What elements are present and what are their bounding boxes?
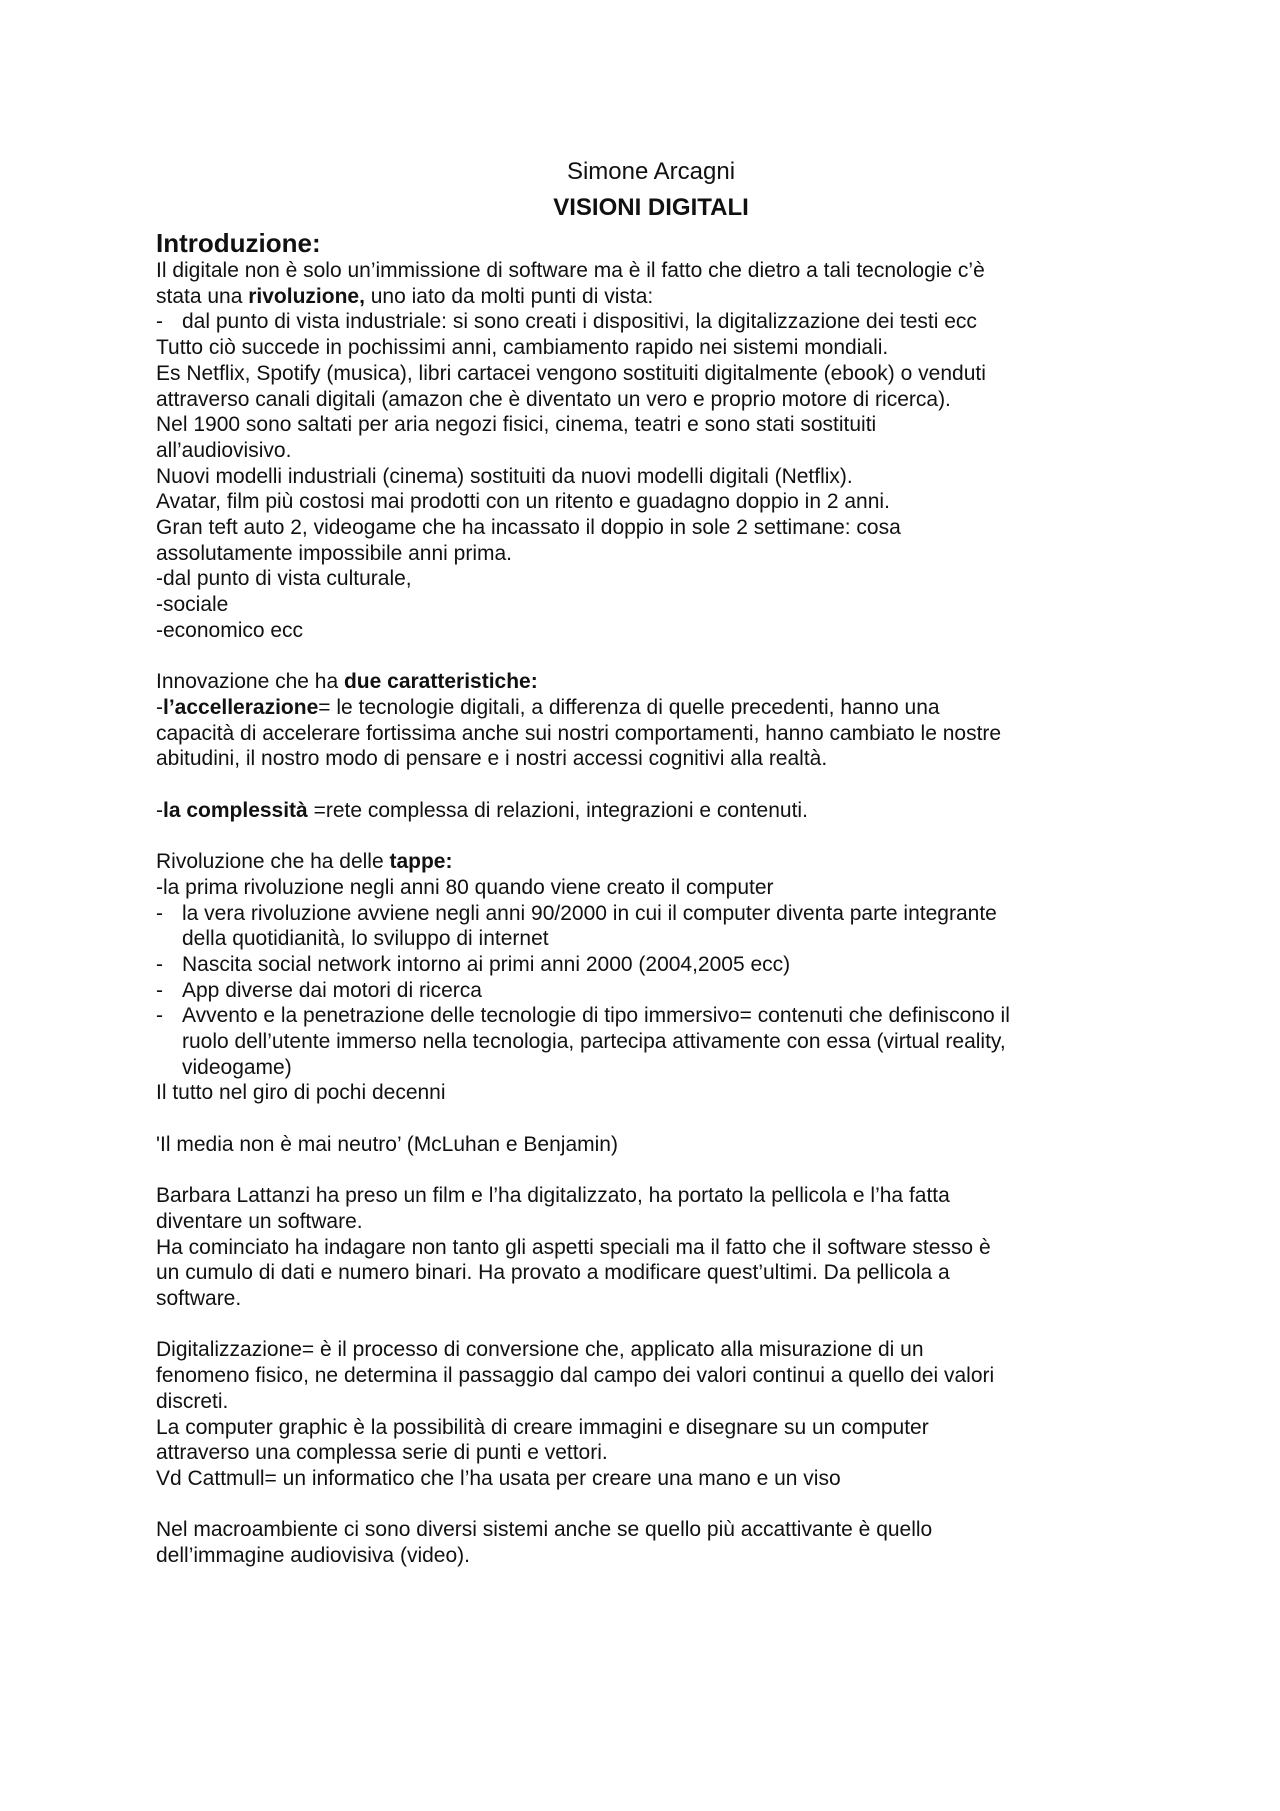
paragraph-line: capacità di accelerare fortissima anche sui nostri comportamenti, hanno cambiato le nostre xyxy=(156,721,1002,745)
paragraph-line: Es Netflix, Spotify (musica), libri cartacei vengono sostituiti digitalmente (ebook) o venduti xyxy=(156,361,986,385)
spacer xyxy=(156,644,1146,670)
list-item: - dal punto di vista industriale: si sono creati i dispositivi, la digitalizzazione dei testi ecc xyxy=(156,310,977,334)
bold-term: due caratteristiche: xyxy=(343,670,538,694)
spacer xyxy=(156,1312,1146,1338)
list-item: -economico ecc xyxy=(156,618,304,642)
paragraph-line: Digitalizzazione= è il processo di conversione che, applicato alla misurazione di un xyxy=(156,1338,924,1362)
bullet-dash: - xyxy=(156,310,163,334)
quote-line: 'Il media non è mai neutro’ (McLuhan e Benjamin) xyxy=(156,1132,618,1156)
list-item: - Avvento e la penetrazione delle tecnologie di tipo immersivo= contenuti che definiscono il xyxy=(156,1004,1010,1028)
paragraph-line: Il tutto nel giro di pochi decenni xyxy=(156,1081,446,1105)
paragraph-line: attraverso canali digitali (amazon che è diventato un vero e proprio motore di ricerca). xyxy=(156,387,951,411)
spacer xyxy=(156,823,1146,849)
list-item-continuation: ruolo dell’utente immerso nella tecnologia, partecipa attivamente con essa (virtual reality, xyxy=(182,1030,1006,1054)
paragraph-line: Nel 1900 sono saltati per aria negozi fisici, cinema, teatri e sono stati sostituiti xyxy=(156,413,877,437)
bullet-dash: - xyxy=(156,901,163,925)
paragraph-line: assolutamente impossibile anni prima. xyxy=(156,541,513,565)
spacer xyxy=(156,1158,1146,1184)
document-body xyxy=(156,258,1146,1569)
document-page xyxy=(156,156,1146,1569)
paragraph-line: all’audiovisivo. xyxy=(156,438,292,462)
paragraph-line: La computer graphic è la possibilità di creare immagini e disegnare su un computer xyxy=(156,1415,929,1439)
document-title: VISIONI DIGITALI xyxy=(553,194,749,221)
paragraph-line: Gran teft auto 2, videogame che ha incassato il doppio in sole 2 settimane: cosa xyxy=(156,516,901,540)
bullet-dash: - xyxy=(156,952,163,976)
list-item: - la vera rivoluzione avviene negli anni 90/2000 in cui il computer diventa parte integrante xyxy=(156,901,997,925)
bullet-dash: - xyxy=(156,978,163,1002)
paragraph-line: attraverso una complessa serie di punti e vettori. xyxy=(156,1441,608,1465)
list-item: -la complessità =rete complessa di relazioni, integrazioni e contenuti. xyxy=(156,798,808,822)
list-item: - Nascita social network intorno ai primi anni 2000 (2004,2005 ecc) xyxy=(156,952,791,976)
list-item: - App diverse dai motori di ricerca xyxy=(156,978,482,1002)
bold-term: tappe: xyxy=(389,850,453,874)
paragraph-line: Il digitale non è solo un’immissione di software ma è il fatto che dietro a tali tecnologie c’è xyxy=(156,259,985,282)
list-item-continuation: videogame) xyxy=(182,1055,292,1079)
list-item: -dal punto di vista culturale, xyxy=(156,567,412,591)
spacer xyxy=(156,1492,1146,1518)
paragraph-line: stata una rivoluzione, uno iato da molti punti di vista: xyxy=(156,284,654,308)
list-item: -sociale xyxy=(156,593,229,617)
bold-term: l’accellerazione xyxy=(163,695,319,719)
bold-term: rivoluzione, xyxy=(248,284,365,308)
paragraph-line: diventare un software. xyxy=(156,1209,363,1233)
author-name: Simone Arcagni xyxy=(566,158,736,185)
spacer xyxy=(156,772,1146,798)
paragraph-line: Nel macroambiente ci sono diversi sistemi anche se quello più accattivante è quello xyxy=(156,1518,933,1542)
bullet-dash: - xyxy=(156,1004,163,1028)
spacer xyxy=(156,1106,1146,1132)
paragraph-line: Nuovi modelli industriali (cinema) sostituiti da nuovi modelli digitali (Netflix). xyxy=(156,464,853,488)
list-item: -l’accellerazione= le tecnologie digitali, a differenza di quelle precedenti, hanno una xyxy=(156,695,940,719)
paragraph-line: abitudini, il nostro modo di pensare e i nostri accessi cognitivi alla realtà. xyxy=(156,747,828,771)
paragraph-line: Avatar, film più costosi mai prodotti con un ritento e guadagno doppio in 2 anni. xyxy=(156,490,890,514)
paragraph-line: dell’immagine audiovisiva (video). xyxy=(156,1544,470,1568)
paragraph-line: un cumulo di dati e numero binari. Ha provato a modificare quest’ultimi. Da pellicola a xyxy=(156,1261,950,1285)
list-item: -la prima rivoluzione negli anni 80 quando viene creato il computer xyxy=(156,875,774,899)
paragraph-line: software. xyxy=(156,1287,242,1311)
paragraph-line: Tutto ciò succede in pochissimi anni, cambiamento rapido nei sistemi mondiali. xyxy=(156,336,889,360)
paragraph-line: Ha cominciato ha indagare non tanto gli aspetti speciali ma il fatto che il software stesso è xyxy=(156,1235,991,1259)
paragraph-line: fenomeno fisico, ne determina il passaggio dal campo dei valori continui a quello dei valori xyxy=(156,1364,995,1388)
bold-term: la complessità xyxy=(163,798,308,822)
section-heading-introduzione: Introduzione: xyxy=(156,228,321,258)
list-item-continuation: della quotidianità, lo sviluppo di internet xyxy=(182,927,549,951)
paragraph-line: Barbara Lattanzi ha preso un film e l’ha digitalizzato, ha portato la pellicola e l’ha fatta xyxy=(156,1184,950,1208)
paragraph-line: Rivoluzione che ha delle tappe: xyxy=(156,850,453,874)
paragraph-line: Innovazione che ha due caratteristiche: xyxy=(156,670,538,694)
paragraph-line: Vd Cattmull= un informatico che l’ha usata per creare una mano e un viso xyxy=(156,1466,841,1490)
paragraph-line: discreti. xyxy=(156,1389,229,1413)
